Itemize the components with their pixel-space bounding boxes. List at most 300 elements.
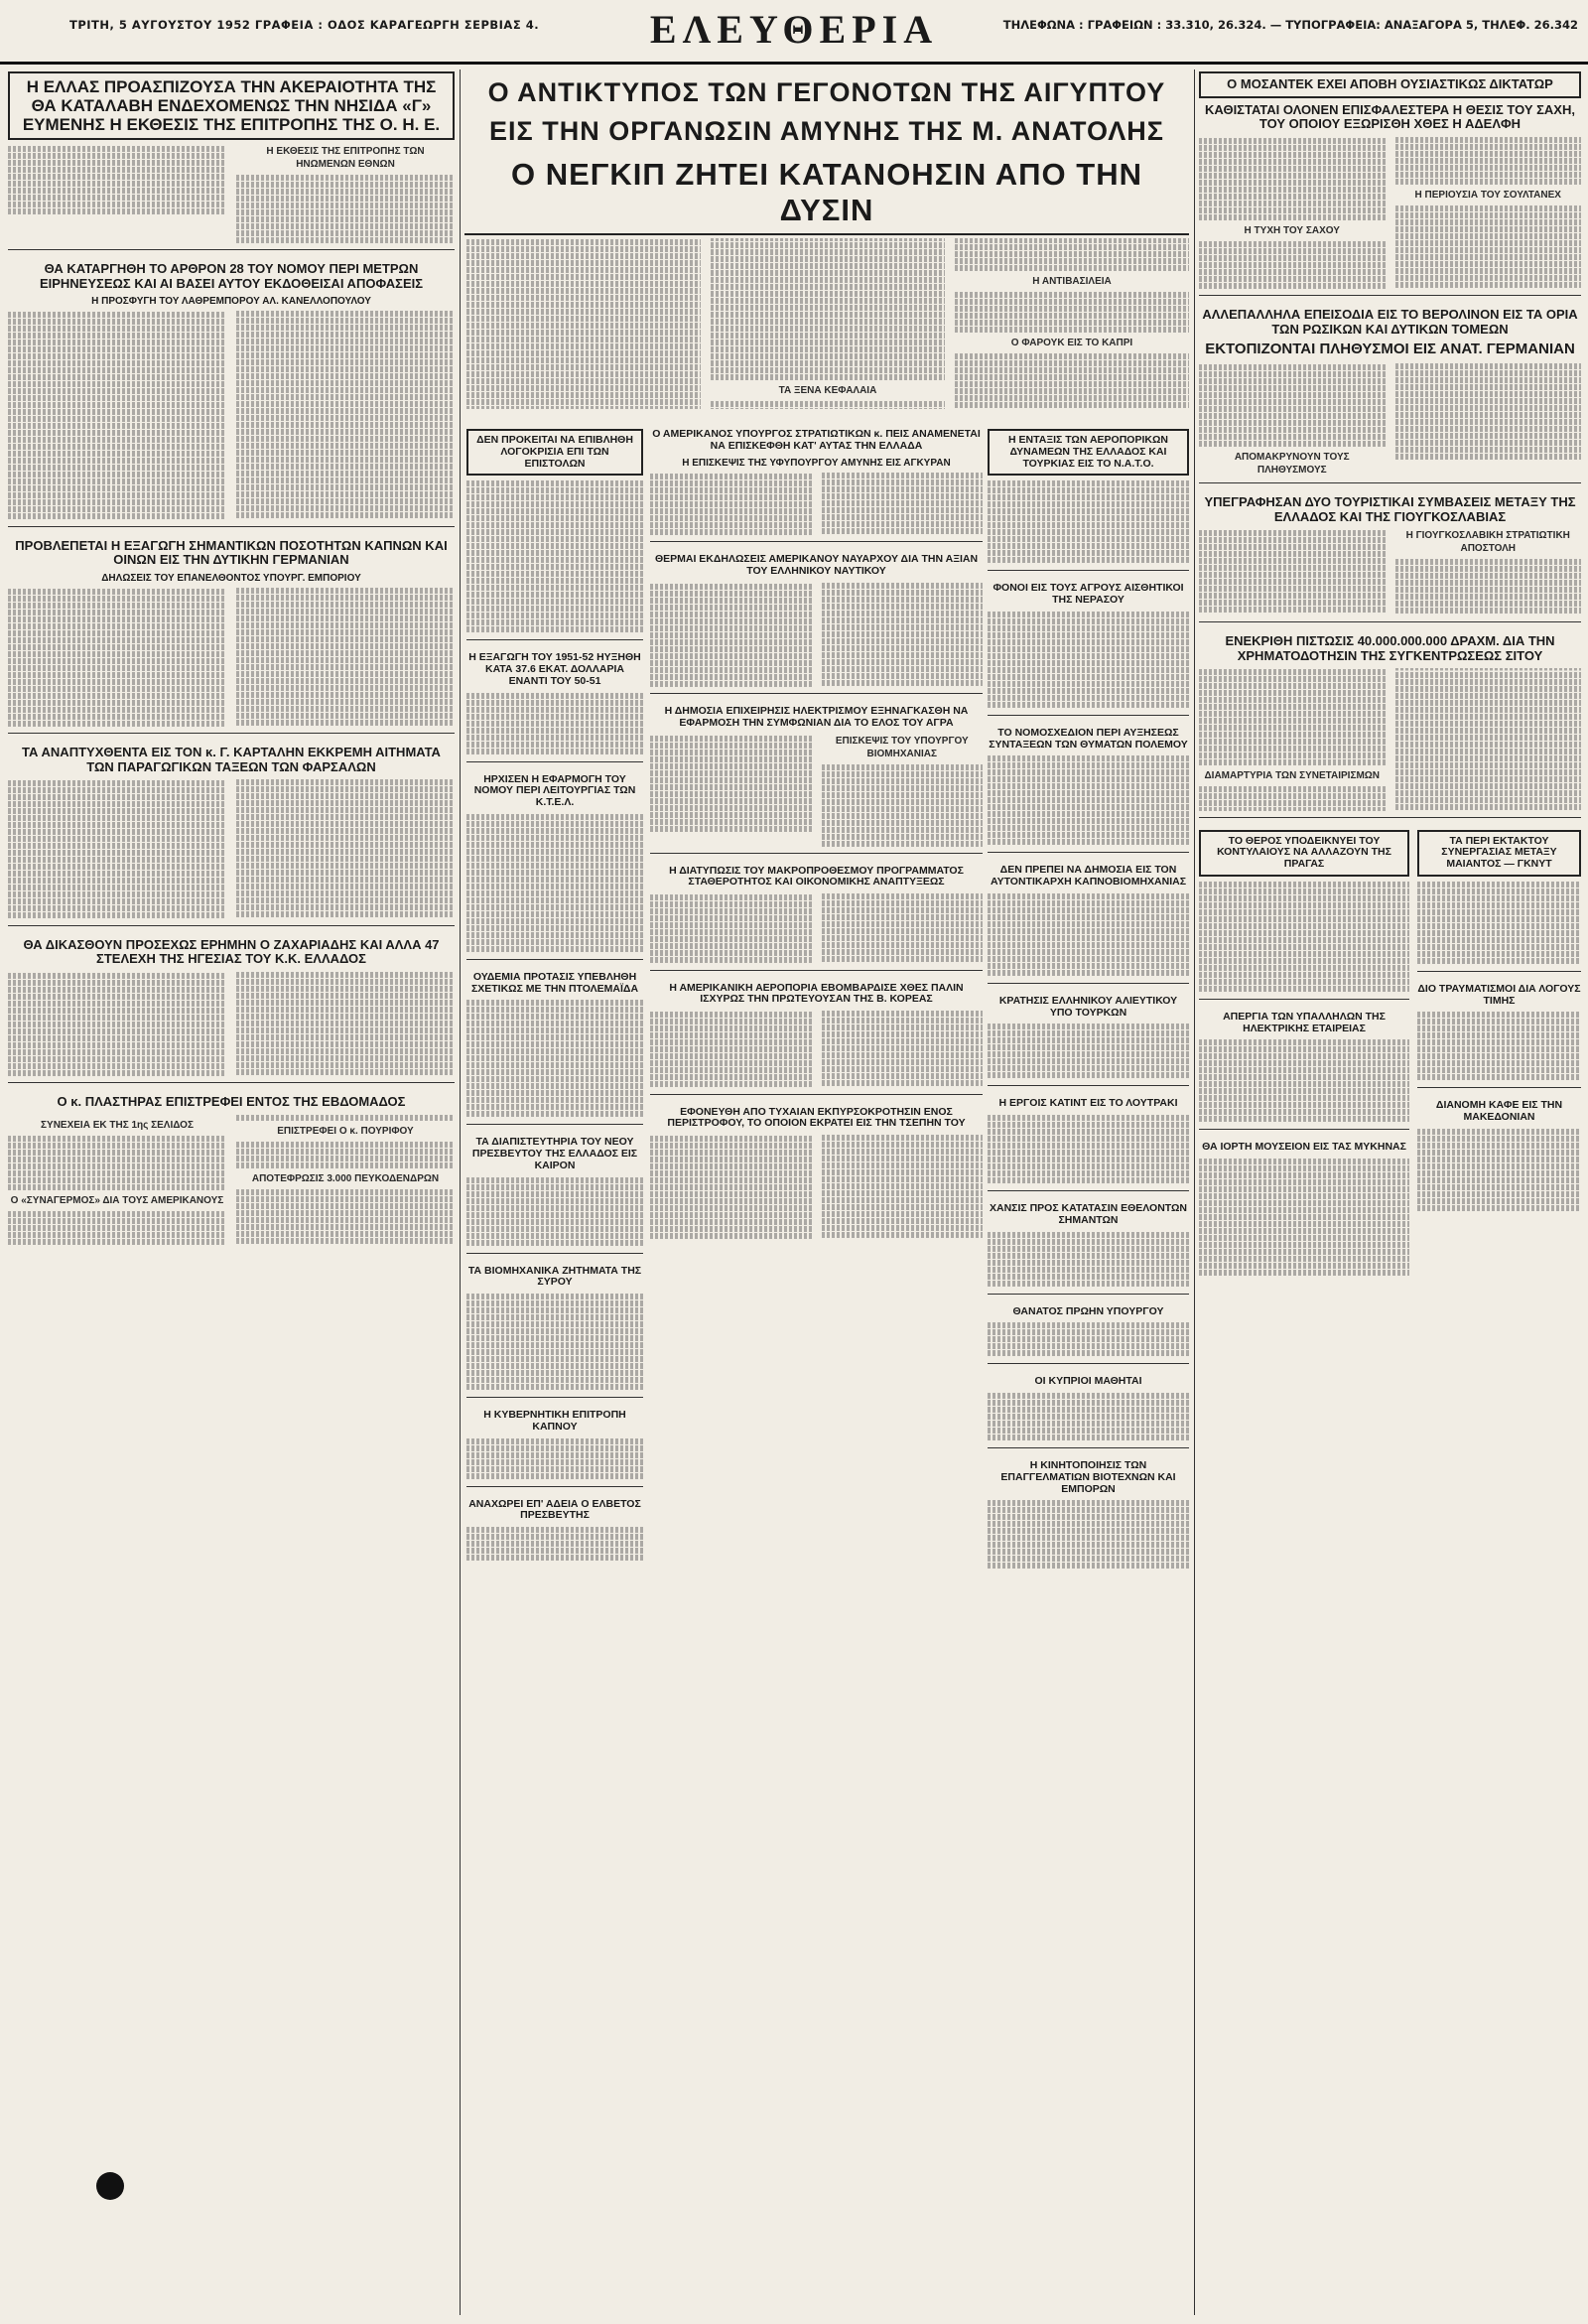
- text-line: [466, 399, 701, 405]
- text-line: [988, 1177, 1189, 1183]
- text-line: [466, 863, 643, 869]
- headline: ΔΙΟ ΤΡΑΥΜΑΤΙΣΜΟΙ ΔΙΑ ΛΟΓΟΥΣ ΤΙΜΗΣ: [1417, 982, 1581, 1007]
- headline: ΔΕΝ ΠΡΕΠΕΙ ΝΑ ΔΗΜΟΣΙΑ ΕΙΣ ΤΟΝ ΑΥΤΟΝΤΙΚΑΡΧΗ ΚΑΠΝΟΒΙΟΜΗΧΑΝΙΑΣ: [990, 864, 1187, 888]
- text-line: [650, 950, 812, 956]
- text-line: [650, 894, 812, 900]
- text-line: [1395, 573, 1582, 579]
- text-line: [988, 1400, 1189, 1406]
- text-line: [1395, 440, 1582, 446]
- subhead: ΔΙΑΜΑΡΤΥΡΙΑ ΤΩΝ ΣΥΝΕΤΑΙΡΙΣΜΩΝ: [1204, 770, 1381, 782]
- text-line: [466, 1335, 643, 1341]
- text-line: [236, 856, 455, 862]
- text-line: [1199, 207, 1386, 213]
- text-line: [650, 1177, 812, 1183]
- text-line: [822, 942, 984, 948]
- text-line: [466, 1328, 643, 1334]
- text-line: [236, 352, 455, 358]
- text-line: [8, 188, 226, 194]
- headline: ΑΠΕΡΓΙΑ ΤΩΝ ΥΠΑΛΛΗΛΩΝ ΤΗΣ ΗΛΕΚΤΡΙΚΗΣ ΕΤΑΙΡΕΙΑΣ: [1223, 1010, 1386, 1034]
- text-line: [1199, 1242, 1409, 1248]
- text-line: [8, 167, 226, 173]
- text-line: [650, 1150, 812, 1156]
- article-body: [1417, 882, 1581, 964]
- headline: Η ΚΥΒΕΡΝΗΤΙΚΗ ΕΠΙΤΡΟΠΗ ΚΑΠΝΟΥ: [483, 1409, 626, 1433]
- text-line: [988, 1246, 1189, 1252]
- text-line: [822, 645, 984, 651]
- text-line: [466, 281, 701, 287]
- text-line: [8, 644, 226, 650]
- subhead: ΑΠΟΜΑΚΡΥΝΟΥΝ ΤΟΥΣ ΠΛΗΘΥΣΜΟΥΣ: [1234, 452, 1350, 477]
- text-line: [8, 1143, 226, 1149]
- text-line: [1199, 269, 1386, 275]
- article-admiral: [650, 552, 983, 694]
- text-line: [1199, 565, 1386, 571]
- article-body: [1199, 1039, 1409, 1122]
- text-line: [466, 378, 701, 384]
- text-line: [8, 679, 226, 685]
- article-murders-field: [988, 581, 1189, 716]
- article-law-28: [8, 260, 455, 527]
- article-cooperation: [1417, 828, 1581, 972]
- text-line: [8, 312, 226, 318]
- text-line: [236, 904, 455, 910]
- text-line: [1199, 746, 1386, 752]
- lead-headline-line-1: Ο ΑΝΤΙΚΤΥΠΟΣ ΤΩΝ ΓΕΓΟΝΟΤΩΝ ΤΗΣ ΑΙΓΥΠΤΟΥ: [487, 77, 1166, 107]
- left-column: [8, 69, 455, 2315]
- text-line: [236, 203, 455, 208]
- text-line: [236, 897, 455, 903]
- text-line: [650, 1191, 812, 1197]
- text-line: [236, 196, 455, 202]
- text-line: [822, 638, 984, 644]
- text-line: [8, 492, 226, 498]
- text-line: [1199, 944, 1409, 950]
- text-line: [822, 617, 984, 623]
- text-line: [1199, 593, 1386, 599]
- text-line: [8, 686, 226, 692]
- text-line: [988, 1163, 1189, 1169]
- text-line: [1395, 205, 1582, 211]
- text-line: [711, 360, 945, 366]
- text-line: [466, 323, 701, 329]
- text-line: [650, 908, 812, 914]
- article-body: [988, 612, 1189, 708]
- text-line: [822, 827, 984, 833]
- text-line: [236, 408, 455, 414]
- text-line: [466, 1069, 643, 1075]
- text-line: [822, 785, 984, 791]
- text-line: [1395, 714, 1582, 720]
- text-line: [988, 529, 1189, 535]
- text-line: [988, 1232, 1189, 1238]
- text-line: [1199, 152, 1386, 158]
- text-line: [822, 1218, 984, 1224]
- text-line: [236, 345, 455, 351]
- text-line: [1199, 752, 1386, 758]
- article-cypriot-students: [988, 1374, 1189, 1448]
- text-line: [988, 646, 1189, 652]
- text-line: [822, 597, 984, 603]
- text-line: [1417, 1184, 1581, 1190]
- text-line: [988, 1150, 1189, 1156]
- text-line: [236, 664, 455, 670]
- text-line: [8, 878, 226, 884]
- subhead: ΤΑ ΞΕΝΑ ΚΕΦΑΛΑΙΑ: [778, 385, 877, 396]
- text-line: [650, 660, 812, 666]
- text-line: [236, 380, 455, 386]
- text-line: [988, 769, 1189, 775]
- text-line: [1395, 790, 1582, 796]
- article-body: [1199, 1159, 1409, 1276]
- text-line: [236, 1189, 455, 1195]
- text-line: [236, 512, 455, 518]
- text-line: [8, 333, 226, 339]
- article-mobilization: [988, 1458, 1189, 1575]
- article-body: [1199, 529, 1581, 615]
- masthead: [0, 0, 1588, 65]
- text-line: [988, 1428, 1189, 1434]
- text-line: [466, 515, 643, 521]
- text-line: [8, 506, 226, 512]
- text-line: [466, 1459, 643, 1465]
- text-line: [8, 485, 226, 491]
- text-line: [236, 1007, 455, 1013]
- article-body: [1417, 1012, 1581, 1080]
- text-line: [8, 1056, 226, 1062]
- text-line: [1417, 944, 1581, 950]
- text-line: [650, 812, 812, 818]
- article-body: [1199, 882, 1409, 992]
- headline: ΘΑ ΙΟΡΤΗ ΜΟΥΣΕΙΟΝ ΕΙΣ ΤΑΣ ΜΥΚΗΝΑΣ: [1202, 1141, 1406, 1154]
- text-line: [1199, 427, 1386, 433]
- text-line: [650, 922, 812, 928]
- text-line: [1395, 447, 1582, 453]
- text-line: [466, 828, 643, 834]
- text-line: [236, 636, 455, 642]
- text-line: [1199, 201, 1386, 206]
- text-line: [1395, 384, 1582, 390]
- headline: Η ΕΞΑΓΩΓΗ ΤΟΥ 1951-52 ΗΥΞΗΘΗ ΚΑΤΑ 37.6 ΕΚΑΤ. ΔΟΛΛΑΡΙΑ ΕΝΑΝΤΙ ΤΟΥ 50-51: [468, 651, 641, 687]
- text-line: [1199, 537, 1386, 543]
- text-line: [8, 153, 226, 159]
- text-line: [466, 316, 701, 322]
- text-line: [8, 912, 226, 918]
- text-line: [988, 797, 1189, 803]
- text-line: [1199, 586, 1386, 592]
- article-body: [988, 755, 1189, 845]
- text-line: [988, 1322, 1189, 1328]
- text-line: [822, 900, 984, 906]
- text-line: [1395, 426, 1582, 432]
- text-line: [988, 1274, 1189, 1280]
- text-line: [466, 1307, 643, 1313]
- text-line: [1199, 1053, 1409, 1059]
- text-line: [466, 557, 643, 563]
- text-line: [988, 515, 1189, 521]
- article-body: [988, 893, 1189, 976]
- text-line: [650, 1143, 812, 1149]
- text-line: [650, 625, 812, 631]
- text-line: [236, 911, 455, 917]
- text-line: [822, 666, 984, 672]
- article-body: [466, 814, 643, 952]
- text-line: [466, 1240, 643, 1246]
- text-line: [1395, 559, 1582, 565]
- text-line: [1395, 398, 1582, 404]
- article-tourism-yugoslavia: [1199, 493, 1581, 622]
- text-line: [822, 1031, 984, 1037]
- text-line: [988, 956, 1189, 962]
- text-line: [8, 1163, 226, 1169]
- text-line: [8, 478, 226, 484]
- text-line: [466, 571, 643, 577]
- text-line: [988, 480, 1189, 486]
- text-line: [822, 1018, 984, 1024]
- text-line: [711, 319, 945, 325]
- text-line: [236, 209, 455, 215]
- text-line: [822, 1052, 984, 1058]
- text-line: [236, 1062, 455, 1068]
- text-line: [236, 671, 455, 677]
- text-line: [988, 928, 1189, 934]
- text-line: [1199, 262, 1386, 268]
- article-pace-visit: [650, 427, 983, 542]
- text-line: [236, 436, 455, 442]
- text-line: [988, 612, 1189, 617]
- text-line: [8, 871, 226, 877]
- text-line: [1199, 1102, 1409, 1108]
- text-line: [8, 430, 226, 436]
- text-line: [236, 498, 455, 504]
- text-line: [650, 508, 812, 514]
- text-line: [1199, 1159, 1409, 1164]
- article-body: [650, 583, 983, 688]
- text-line: [1199, 378, 1386, 384]
- text-line: [1199, 1186, 1409, 1192]
- text-line: [236, 415, 455, 421]
- article-electric-strike: [1199, 1010, 1409, 1131]
- text-line: [8, 637, 226, 643]
- text-line: [955, 265, 1189, 271]
- text-line: [8, 693, 226, 699]
- newspaper-title: ΕΛΕΥΘΕΡΙΑ: [649, 7, 939, 52]
- article-greek-islet: [8, 69, 455, 250]
- text-line: [236, 332, 455, 338]
- text-line: [988, 1336, 1189, 1342]
- text-line: [988, 970, 1189, 976]
- text-line: [466, 1300, 643, 1306]
- text-line: [466, 849, 643, 855]
- text-line: [8, 465, 226, 471]
- text-line: [236, 471, 455, 477]
- text-line: [650, 1170, 812, 1176]
- text-line: [650, 515, 812, 521]
- text-line: [466, 1370, 643, 1376]
- text-line: [1199, 725, 1386, 731]
- article-tobacco-industry: [988, 863, 1189, 984]
- text-line: [1417, 1170, 1581, 1176]
- text-line: [822, 1190, 984, 1196]
- text-line: [650, 474, 812, 479]
- headline: Ο ΑΜΕΡΙΚΑΝΟΣ ΥΠΟΥΡΓΟΣ ΣΤΡΑΤΙΩΤΙΚΩΝ κ. ΠΕΙΣ ΑΝΑΜΕΝΕΤΑΙ ΝΑ ΕΠΙΣΚΕΦΘΗ ΚΑΤ' ΑΥΤΑΣ ΤΗΝ ΕΛΛΑΔΑ: [652, 428, 981, 452]
- text-line: [822, 1211, 984, 1217]
- text-line: [822, 841, 984, 847]
- text-line: [955, 374, 1189, 380]
- text-line: [988, 949, 1189, 955]
- text-line: [988, 639, 1189, 645]
- text-line: [988, 921, 1189, 927]
- text-line: [466, 1014, 643, 1020]
- text-line: [711, 270, 945, 276]
- text-line: [988, 618, 1189, 624]
- text-line: [466, 1473, 643, 1479]
- text-line: [988, 702, 1189, 708]
- text-line: [8, 381, 226, 387]
- text-line: [1395, 254, 1582, 260]
- text-line: [1199, 276, 1386, 282]
- text-line: [822, 521, 984, 527]
- headline: ΤΑ ΑΝΑΠΤΥΧΘΕΝΤΑ ΕΙΣ ΤΟΝ κ. Γ. ΚΑΡΤΑΛΗΝ ΕΚΚΡΕΜΗ ΑΙΤΗΜΑΤΑ ΤΩΝ ΠΑΡΑΓΩΓΙΚΩΝ ΤΑΞΕΩΝ ΤΩΝ ΦΑΡΣΑΛΩΝ: [22, 745, 441, 774]
- right-column: [1199, 69, 1581, 2315]
- article-electricity: [650, 704, 983, 854]
- text-line: [988, 942, 1189, 948]
- text-line: [988, 1549, 1189, 1555]
- text-line: [8, 437, 226, 443]
- text-line: [650, 743, 812, 749]
- text-line: [466, 501, 643, 507]
- text-line: [236, 650, 455, 656]
- text-line: [1417, 958, 1581, 964]
- text-line: [466, 1198, 643, 1204]
- headline: ΤΟ ΝΟΜΟΣΧΕΔΙΟΝ ΠΕΡΙ ΑΥΞΗΣΕΩΣ ΣΥΝΤΑΞΕΩΝ ΤΩΝ ΘΥΜΑΤΩΝ ΠΟΛΕΜΟΥ: [989, 726, 1188, 751]
- text-line: [650, 605, 812, 611]
- text-line: [1199, 669, 1386, 675]
- text-line: [236, 615, 455, 621]
- text-line: [650, 943, 812, 949]
- text-line: [466, 364, 701, 370]
- text-line: [988, 893, 1189, 899]
- text-line: [8, 458, 226, 464]
- text-line: [1417, 889, 1581, 894]
- text-line: [988, 762, 1189, 768]
- text-line: [1199, 371, 1386, 377]
- text-line: [1199, 607, 1386, 613]
- text-line: [466, 1007, 643, 1013]
- text-line: [466, 1548, 643, 1554]
- article-body: [8, 588, 455, 728]
- text-line: [1395, 693, 1582, 699]
- text-line: [1417, 1163, 1581, 1169]
- text-line: [822, 799, 984, 805]
- text-line: [8, 374, 226, 380]
- text-line: [822, 820, 984, 826]
- text-line: [1395, 679, 1582, 685]
- text-line: [1395, 144, 1582, 150]
- article-body: [8, 311, 455, 520]
- text-line: [650, 1205, 812, 1211]
- text-line: [1199, 786, 1386, 792]
- text-line: [1199, 1214, 1409, 1220]
- text-line: [822, 935, 984, 941]
- article-body: [466, 238, 1189, 409]
- text-line: [1199, 1193, 1409, 1199]
- article-cairo-ambassador: [466, 1135, 643, 1253]
- text-line: [988, 1072, 1189, 1078]
- text-line: [1395, 580, 1582, 586]
- text-line: [988, 1563, 1189, 1569]
- text-line: [1199, 413, 1386, 419]
- headline: ΤΑ ΠΕΡΙ ΕΚΤΑΚΤΟΥ ΣΥΝΕΡΓΑΣΙΑΣ ΜΕΤΑΞΥ ΜΑΙΑΝΤΟΣ — ΓΚΝΥΤ: [1417, 830, 1581, 877]
- text-line: [650, 777, 812, 783]
- text-line: [8, 1035, 226, 1041]
- text-line: [466, 1191, 643, 1197]
- text-line: [236, 972, 455, 978]
- text-line: [466, 1233, 643, 1239]
- text-line: [650, 784, 812, 790]
- text-line: [1199, 951, 1409, 957]
- article-war-pensions: [988, 726, 1189, 854]
- text-line: [988, 1058, 1189, 1064]
- text-line: [466, 592, 643, 598]
- text-line: [466, 1452, 643, 1458]
- text-line: [466, 619, 643, 625]
- text-line: [466, 295, 701, 301]
- text-line: [236, 713, 455, 719]
- article-body: [466, 1527, 643, 1561]
- text-line: [1199, 718, 1386, 724]
- article-letters-censorship: [466, 427, 643, 640]
- headline: ΘΑ ΔΙΚΑΣΘΟΥΝ ΠΡΟΣΕΧΩΣ ΕΡΗΜΗΝ Ο ΖΑΧΑΡΙΑΔΗΣ ΚΑΙ ΑΛΛΑ 47 ΣΤΕΛΕΧΗ ΤΗΣ ΗΓΕΣΙΑΣ ΤΟΥ Κ.Κ. ΕΛΛΑΔΟΣ: [23, 936, 440, 967]
- article-mycenae: [1199, 1140, 1409, 1283]
- text-line: [8, 815, 226, 821]
- text-line: [236, 1217, 455, 1223]
- text-line: [650, 763, 812, 769]
- text-line: [1395, 405, 1582, 411]
- text-line: [1395, 587, 1582, 593]
- text-line: [8, 346, 226, 352]
- text-line: [466, 821, 643, 827]
- text-line: [8, 1136, 226, 1142]
- text-line: [711, 374, 945, 380]
- text-line: [236, 870, 455, 876]
- text-line: [1199, 923, 1409, 929]
- text-line: [822, 1045, 984, 1051]
- text-line: [1199, 958, 1409, 964]
- text-line: [988, 1170, 1189, 1176]
- text-line: [822, 473, 984, 478]
- text-line: [1395, 700, 1582, 706]
- article-nato-airforce: [988, 427, 1189, 571]
- text-line: [466, 856, 643, 862]
- subhead: Η ΠΡΟΣΦΥΓΗ ΤΟΥ ΛΑΘΡΕΜΠΟΡΟΥ ΑΛ. ΚΑΝΕΛΛΟΠΟΥΛΟΥ: [91, 296, 371, 308]
- text-line: [988, 839, 1189, 845]
- text-line: [988, 1556, 1189, 1562]
- headline: ΑΝΑΧΩΡΕΙ ΕΠ' ΑΔΕΙΑ Ο ΕΛΒΕΤΟΣ ΠΡΕΣΒΕΥΤΗΣ: [468, 1497, 641, 1522]
- subhead: ΕΠΙΣΤΡΕΦΕΙ Ο κ. ΠΟΥΡΙΦΟΥ: [277, 1126, 414, 1138]
- text-line: [1199, 697, 1386, 703]
- text-line: [822, 486, 984, 492]
- article-heat: [1199, 828, 1409, 1000]
- text-line: [822, 1080, 984, 1086]
- text-line: [1417, 902, 1581, 908]
- text-line: [8, 794, 226, 800]
- text-line: [822, 949, 984, 955]
- article-body: [1199, 668, 1581, 811]
- text-line: [1199, 676, 1386, 682]
- text-line: [8, 1042, 226, 1048]
- text-line: [1395, 419, 1582, 425]
- text-line: [822, 604, 984, 610]
